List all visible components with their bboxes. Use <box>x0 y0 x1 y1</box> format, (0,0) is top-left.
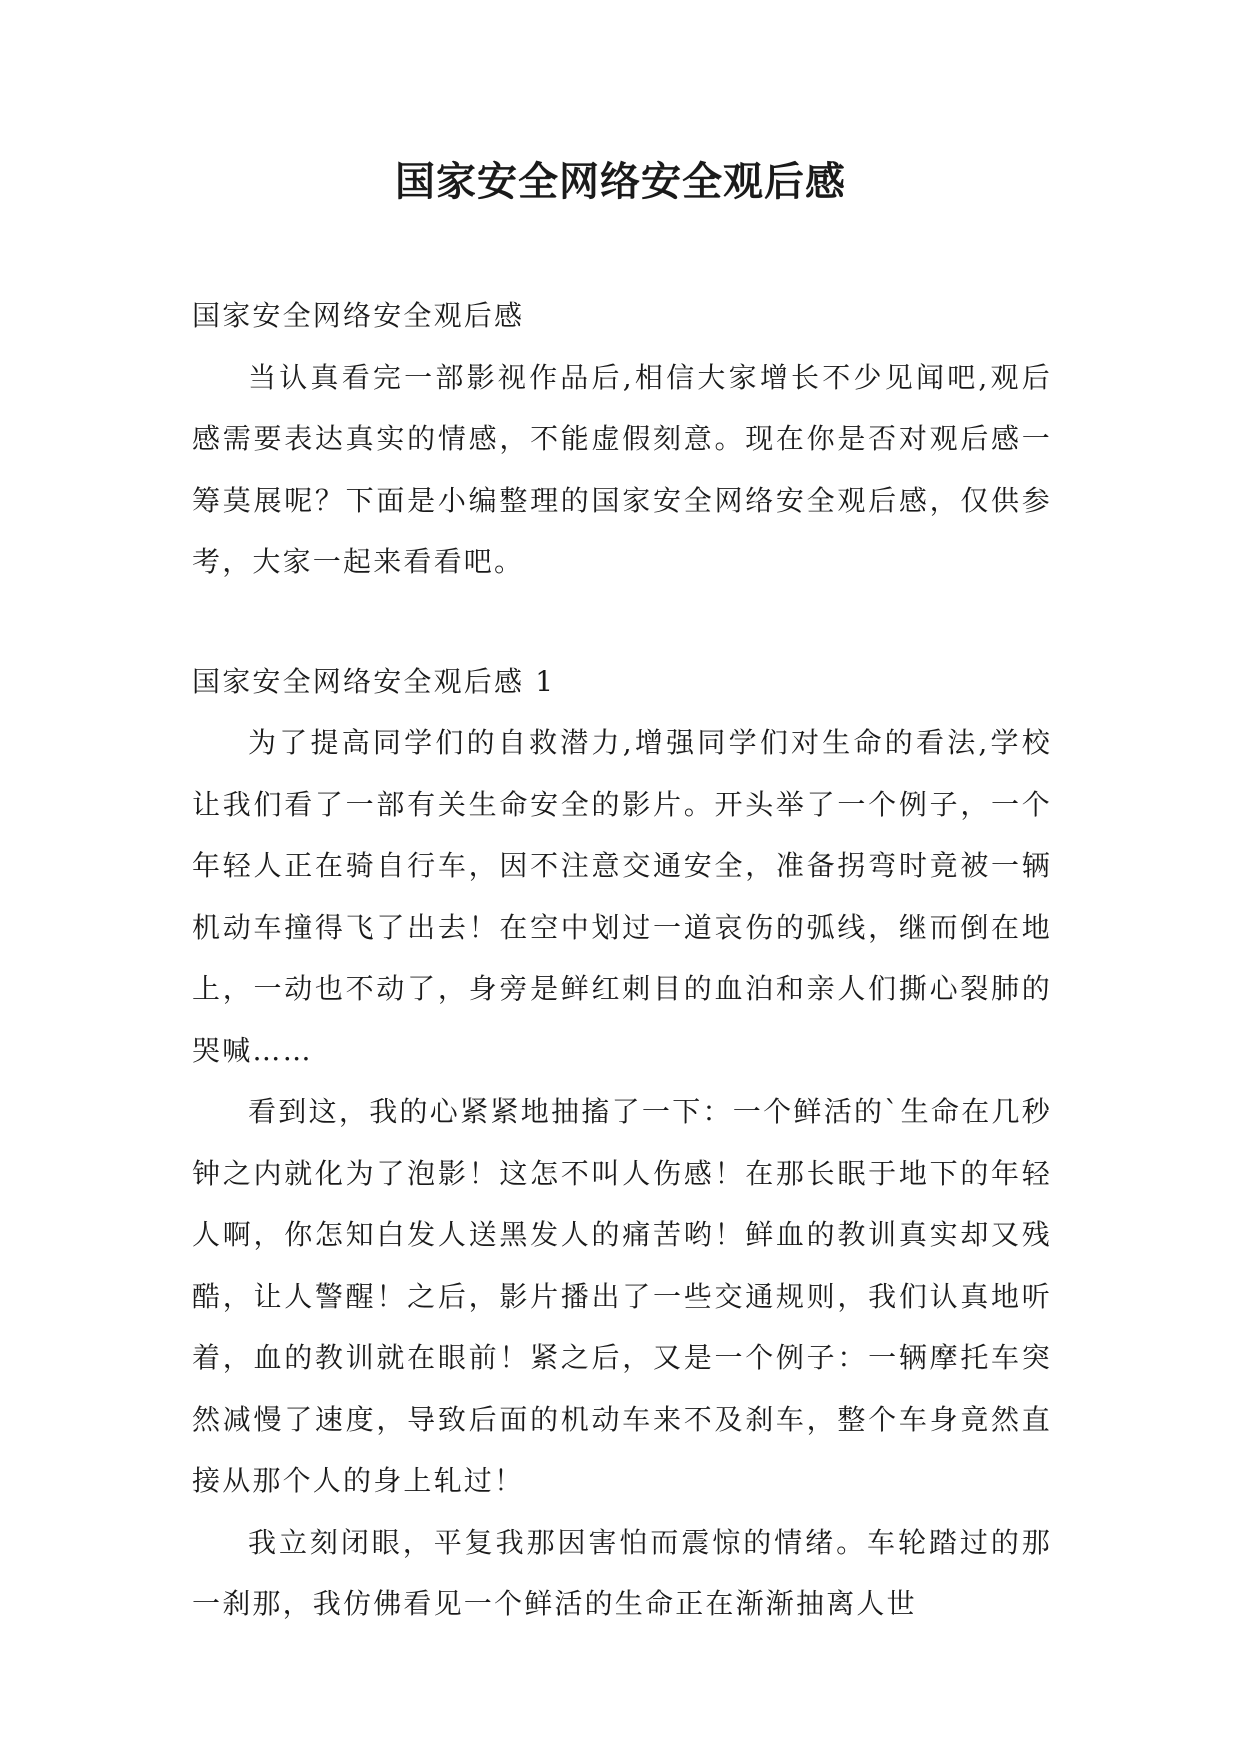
document-body <box>192 285 1052 1635</box>
section-heading: 国家安全网络安全观后感 1 <box>192 664 556 698</box>
intro-heading: 国家安全网络安全观后感 <box>192 299 525 332</box>
section-spacer <box>192 593 1052 651</box>
body-paragraph-1: 为了提高同学们的自救潜力,增强同学们对生命的看法,学校让我们看了一部有关生命安全的影片。开头举了一个例子，一个年轻人正在骑自行车，因不注意交通安全，准备拐弯时竟被一辆机动车撞得飞了出去！在空中划过一道哀伤的弧线，继而倒在地上，一动也不动了，身旁是鲜红刺目的血泊和亲人们撕心裂肺的哭喊…… <box>192 726 1052 1067</box>
body-paragraph-3: 我立刻闭眼，平复我那因害怕而震惊的情绪。车轮踏过的那一刹那，我仿佛看见一个鲜活的生命正在渐渐抽离人世 <box>192 1525 1052 1620</box>
intro-paragraph: 当认真看完一部影视作品后,相信大家增长不少见闻吧,观后感需要表达真实的情感，不能虚假刻意。现在你是否对观后感一筹莫展呢？下面是小编整理的国家安全网络安全观后感，仅供参考，大家一起来看看吧。 <box>192 360 1052 578</box>
body-paragraph-2: 看到这，我的心紧紧地抽搐了一下：一个鲜活的`生命在几秒钟之内就化为了泡影！这怎不叫人伤感！在那长眠于地下的年轻人啊，你怎知白发人送黑发人的痛苦哟！鲜血的教训真实却又残酷，让人警醒！之后，影片播出了一些交通规则，我们认真地听着，血的教训就在眼前！紧之后，又是一个例子：一辆摩托车突然减慢了速度，导致后面的机动车来不及刹车，整个车身竟然直接从那个人的身上轧过！ <box>192 1095 1052 1497</box>
document-title: 国家安全网络安全观后感 <box>395 159 846 205</box>
